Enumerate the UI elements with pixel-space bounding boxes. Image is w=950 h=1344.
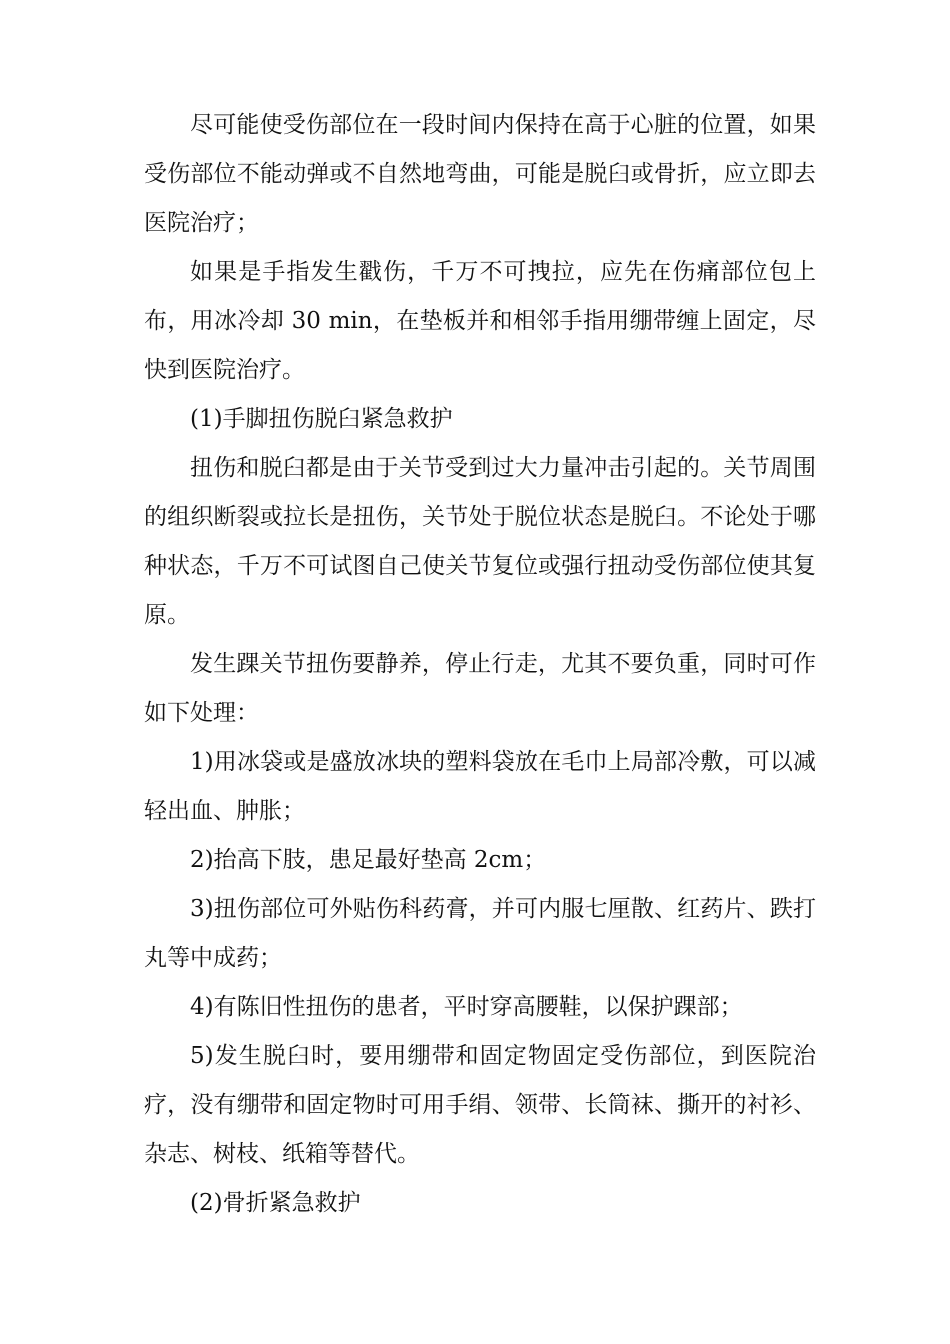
paragraph-ankle-sprain: 发生踝关节扭伤要静养，停止行走，尤其不要负重，同时可作如下处理： <box>144 651 816 726</box>
paragraph-finger-jam: 如果是手指发生戳伤，千万不可拽拉，应先在伤痛部位包上布，用冰冷却 30 min，在垫板并和相邻手指用绷带缠上固定，尽快到医院治疗。 <box>144 259 816 383</box>
document-body <box>144 101 816 1228</box>
list-item-cold-compress: 1)用冰袋或是盛放冰块的塑料袋放在毛巾上局部冷敷，可以减轻出血、肿胀； <box>144 749 816 824</box>
paragraph-sprain-definition: 扭伤和脱臼都是由于关节受到过大力量冲击引起的。关节周围的组织断裂或拉长是扭伤，关节处于脱位状态是脱臼。不论处于哪种状态，千万不可试图自己使关节复位或强行扭动受伤部位使其复原。 <box>144 455 816 628</box>
section-heading-sprain-dislocation: (1)手脚扭伤脱臼紧急救护 <box>190 406 453 432</box>
list-item-high-shoes: 4)有陈旧性扭伤的患者，平时穿高腰鞋，以保护踝部； <box>190 994 743 1020</box>
section-heading-fracture: (2)骨折紧急救护 <box>190 1190 361 1216</box>
list-item-medication: 3)扭伤部位可外贴伤科药膏，并可内服七厘散、红药片、跌打丸等中成药； <box>144 896 816 971</box>
paragraph-elevate-injury: 尽可能使受伤部位在一段时间内保持在高于心脏的位置，如果受伤部位不能动弹或不自然地弯曲，可能是脱臼或骨折，应立即去医院治疗； <box>144 112 816 236</box>
list-item-dislocation-fixation: 5)发生脱臼时，要用绷带和固定物固定受伤部位，到医院治疗，没有绷带和固定物时可用手绢、领带、长筒袜、撕开的衬衫、杂志、树枝、纸箱等替代。 <box>144 1043 816 1167</box>
list-item-elevate-limb: 2)抬高下肢，患足最好垫高 2cm； <box>190 847 547 873</box>
